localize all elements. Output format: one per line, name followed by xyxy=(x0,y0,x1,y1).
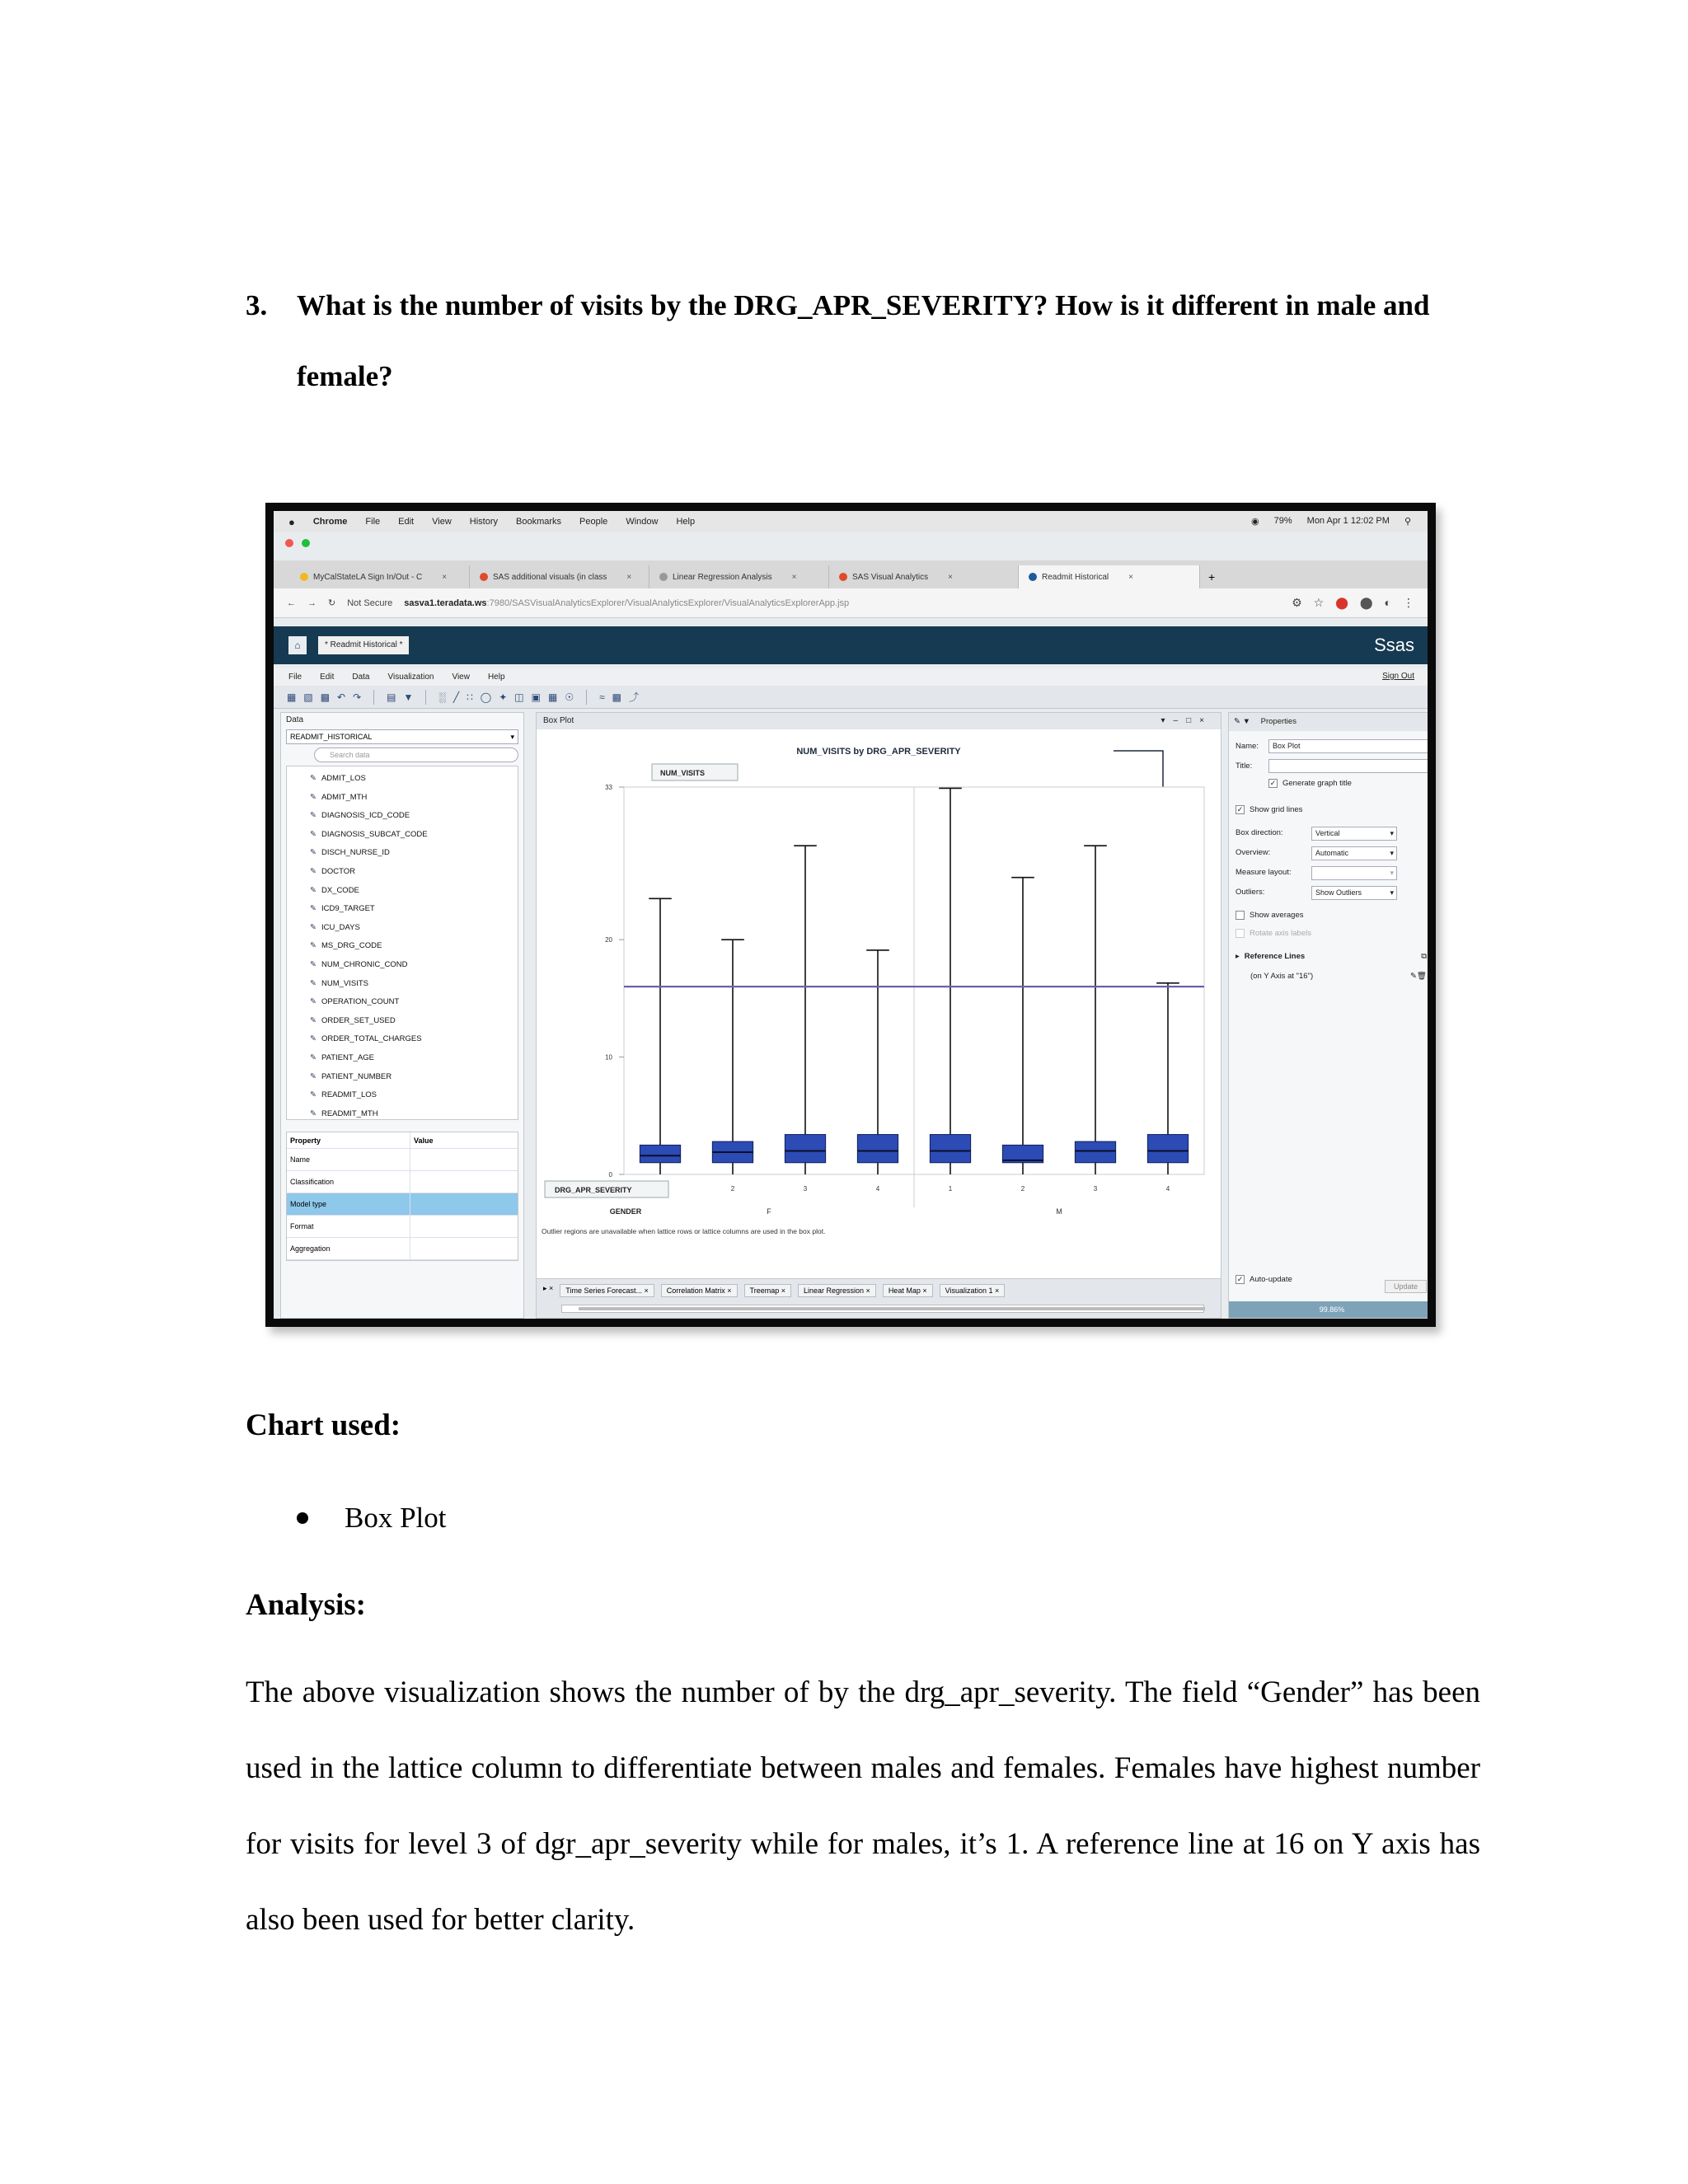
name-label: Name: xyxy=(1236,742,1259,751)
visualization-tab[interactable]: Visualization 1 × xyxy=(940,1284,1006,1297)
rotate-axis-row xyxy=(1236,929,1311,938)
field-label: NUM_CHRONIC_COND xyxy=(321,959,408,969)
property-value-cell[interactable] xyxy=(410,1171,518,1193)
property-value-cell[interactable] xyxy=(410,1238,518,1259)
favicon-icon xyxy=(659,573,668,581)
visualization-tab[interactable]: Linear Regression × xyxy=(798,1284,876,1297)
heat-map-icon[interactable]: ▣ xyxy=(531,691,541,703)
box-direction-row xyxy=(1236,828,1283,837)
measure-icon: ✎ xyxy=(310,997,316,1007)
url-field[interactable] xyxy=(404,598,849,608)
menu-file[interactable]: File xyxy=(288,672,302,682)
overview-select[interactable]: Automatic ▾ xyxy=(1311,846,1397,860)
mac-menu-help[interactable]: Help xyxy=(676,517,696,527)
maximize-window-icon[interactable] xyxy=(302,539,310,547)
property-value-cell[interactable] xyxy=(410,1216,518,1237)
box-direction-select[interactable]: Vertical ▾ xyxy=(1311,827,1397,841)
line-chart-icon[interactable]: ╱ xyxy=(452,691,460,703)
field-label: ORDER_TOTAL_CHARGES xyxy=(321,1034,422,1044)
apple-icon[interactable]: ● xyxy=(288,515,295,528)
box-body xyxy=(640,1145,680,1162)
close-tab-icon[interactable]: × xyxy=(442,572,448,582)
outliers-label: Outliers: xyxy=(1236,888,1265,897)
field-item[interactable] xyxy=(310,1030,518,1049)
tab-nav-icon[interactable]: ▸ × xyxy=(543,1284,554,1292)
battery-level: 79% xyxy=(1273,516,1292,526)
field-item[interactable] xyxy=(310,770,518,789)
x-tick-label: 1 xyxy=(948,1185,953,1193)
property-value-cell[interactable] xyxy=(410,1149,518,1170)
edit-delete-icon[interactable]: ✎🗑 xyxy=(1409,972,1427,981)
browser-tab-strip xyxy=(274,560,1428,588)
measure-icon: ✎ xyxy=(310,866,316,876)
analysis-paragraph: The above visualization shows the number of by the drg_apr_severity. The field “Gender” has been used in the lattice column to differentiate between males and females. Females have highest number for visits for level 3 of dgr_apr_severity while for males, it’s 1. A reference line at 16 on Y axis has also been used for better clarity. xyxy=(246,1675,1480,1937)
measure-icon: ✎ xyxy=(310,978,316,988)
auto-update-label: Auto-update xyxy=(1250,1275,1292,1284)
menu-edit[interactable]: Edit xyxy=(320,672,335,682)
outlier-note: Outlier regions are unavailable when lattice rows or lattice columns are used in the box plot. xyxy=(542,1227,826,1235)
bullet-icon xyxy=(297,1512,308,1524)
profile-icon[interactable]: ◐ xyxy=(1384,596,1391,609)
close-tab-icon[interactable]: × xyxy=(791,572,797,582)
browser-tab[interactable] xyxy=(290,565,470,588)
chart-used-heading: Chart used: xyxy=(246,1408,401,1442)
measure-layout-label: Measure layout: xyxy=(1236,868,1292,877)
mac-menu-bookmarks[interactable]: Bookmarks xyxy=(516,517,562,527)
browser-tab[interactable] xyxy=(649,565,829,588)
sas-header xyxy=(274,626,1428,664)
x-tick-label: 2 xyxy=(1020,1185,1025,1193)
measure-icon: ✎ xyxy=(310,1034,316,1044)
browser-tab[interactable] xyxy=(829,565,1019,588)
field-item[interactable] xyxy=(310,1086,518,1105)
box-plot-icon[interactable]: ◫ xyxy=(514,691,524,703)
measure-icon: ✎ xyxy=(310,1015,316,1025)
measure-icon: ✎ xyxy=(310,774,316,783)
measure-icon: ✎ xyxy=(310,1052,316,1062)
mac-menu-bar xyxy=(274,511,1428,532)
stop-extension-icon[interactable]: ⬤ xyxy=(1335,596,1348,609)
mac-menu-history[interactable]: History xyxy=(469,517,499,527)
measure-icon: ✎ xyxy=(310,1090,316,1100)
favicon-icon xyxy=(1029,573,1037,581)
field-item[interactable] xyxy=(310,826,518,845)
chevron-down-icon[interactable]: ▾ xyxy=(510,733,514,741)
correlation-icon[interactable]: ▩ xyxy=(612,691,622,703)
forward-icon[interactable]: → xyxy=(307,598,316,608)
field-item[interactable] xyxy=(310,993,518,1012)
field-list[interactable] xyxy=(286,766,518,1120)
field-label: READMIT_LOS xyxy=(321,1090,377,1100)
field-item[interactable] xyxy=(310,975,518,994)
home-icon[interactable]: ⌂ xyxy=(288,636,307,654)
measure-icon: ✎ xyxy=(310,1108,316,1118)
properties-tab[interactable]: Properties xyxy=(1260,717,1296,726)
question xyxy=(246,270,1482,412)
question-number: 3. xyxy=(246,289,268,321)
field-item[interactable] xyxy=(310,919,518,938)
properties-pane xyxy=(1228,712,1436,1319)
measure-layout-select[interactable] xyxy=(1311,866,1397,880)
reference-line-item[interactable] xyxy=(1250,972,1313,981)
lattice-group-label: F xyxy=(767,1207,771,1216)
box-body xyxy=(930,1135,970,1163)
visualization-tab[interactable]: Treemap × xyxy=(744,1284,791,1297)
generate-title-checkbox[interactable]: ✓ xyxy=(1269,779,1277,787)
field-item[interactable] xyxy=(310,1049,518,1068)
field-item[interactable] xyxy=(310,937,518,956)
properties-pane-header xyxy=(1229,713,1435,731)
geo-map-icon[interactable]: ☉ xyxy=(565,691,574,703)
add-reference-line-icon[interactable]: ⧉ xyxy=(1421,952,1427,961)
mac-menu-file[interactable]: File xyxy=(365,517,381,527)
network-icon[interactable]: ✦ xyxy=(499,691,508,703)
measure-icon: ✎ xyxy=(310,829,316,839)
browser-tab-label: Linear Regression Analysis xyxy=(673,572,772,582)
url-host: sasva1.teradata.ws xyxy=(404,598,487,608)
x-tick-label: 4 xyxy=(875,1185,880,1193)
table-icon[interactable]: ▤ xyxy=(387,691,396,703)
chart-used-bullet xyxy=(297,1502,447,1535)
generate-title-label: Generate graph title xyxy=(1282,779,1352,788)
bookmark-star-icon[interactable]: ☆ xyxy=(1313,596,1325,609)
field-item[interactable] xyxy=(310,1105,518,1120)
extension-2-icon[interactable]: ⬤ xyxy=(1359,596,1373,609)
reference-line-text: (on Y Axis at "16") xyxy=(1250,972,1314,981)
chart-title: NUM_VISITS by DRG_APR_SEVERITY xyxy=(796,747,961,757)
property-name: Name xyxy=(287,1149,410,1170)
field-label: PATIENT_AGE xyxy=(321,1052,375,1062)
name-input[interactable]: Box Plot xyxy=(1268,739,1430,753)
x-tick-label: 3 xyxy=(1093,1185,1098,1193)
box-plot-chart[interactable] xyxy=(537,729,1221,1278)
open-icon[interactable]: ▧ xyxy=(303,691,313,703)
property-table xyxy=(286,1132,518,1261)
averages-row xyxy=(1236,911,1303,920)
scatter-icon[interactable]: ∷ xyxy=(467,691,473,703)
extension-icon[interactable]: ⚙ xyxy=(1292,596,1302,609)
visualization-tab-label: Correlation Matrix xyxy=(666,1286,725,1295)
field-label: READMIT_MTH xyxy=(321,1108,378,1118)
measure-icon: ✎ xyxy=(310,885,316,895)
property-classification: Classification xyxy=(287,1171,410,1193)
favicon-icon xyxy=(480,573,488,581)
y-tick-label: 33 xyxy=(605,784,612,791)
filter-icon[interactable]: ▼ xyxy=(403,691,414,703)
browser-tab-label: SAS additional visuals (in class xyxy=(493,572,607,582)
visualization-canvas xyxy=(536,712,1221,1319)
y-tick-label: 0 xyxy=(608,1171,612,1179)
measure-icon: ✎ xyxy=(310,959,316,969)
field-item[interactable] xyxy=(310,1068,518,1087)
field-item[interactable] xyxy=(310,807,518,826)
reference-lines-label: Reference Lines xyxy=(1244,952,1306,961)
save-icon[interactable]: ▩ xyxy=(320,691,331,703)
box-body xyxy=(1075,1141,1115,1163)
spotlight-search-icon[interactable]: ⚲ xyxy=(1404,517,1411,527)
measure-icon: ✎ xyxy=(310,904,316,914)
box-body xyxy=(1147,1135,1188,1163)
browser-tab-label: Readmit Historical xyxy=(1042,572,1109,582)
box-body xyxy=(857,1135,898,1163)
visualization-tab-label: Visualization 1 xyxy=(945,1286,993,1295)
mac-menu-view[interactable]: View xyxy=(432,517,452,527)
canvas-window-controls[interactable]: ▾–□× xyxy=(1160,716,1212,725)
favicon-icon xyxy=(300,573,308,581)
property-header: Property xyxy=(287,1132,410,1148)
outliers-select[interactable]: Show Outliers ▾ xyxy=(1311,886,1397,900)
close-tab-icon[interactable]: × xyxy=(626,572,632,582)
data-source-value: READMIT_HISTORICAL xyxy=(290,733,373,741)
title-input[interactable] xyxy=(1268,759,1430,773)
field-item[interactable] xyxy=(310,956,518,975)
sign-out-link[interactable]: Sign Out xyxy=(1382,672,1414,681)
rotate-axis-checkbox[interactable] xyxy=(1236,929,1245,938)
browser-tab-label: SAS Visual Analytics xyxy=(852,572,929,582)
chart-used-item: Box Plot xyxy=(345,1502,447,1534)
outliers-row xyxy=(1236,888,1264,897)
visualization-tab[interactable]: Time Series Forecast... × xyxy=(560,1284,654,1297)
field-label: ORDER_SET_USED xyxy=(321,1015,396,1025)
canvas-header xyxy=(537,713,1221,729)
y-tick-label: 10 xyxy=(605,1053,612,1062)
undo-icon[interactable]: ↶ xyxy=(337,691,346,703)
reference-lines-row xyxy=(1236,952,1305,961)
measure-icon: ✎ xyxy=(310,811,316,821)
averages-label: Show averages xyxy=(1250,911,1304,920)
favicon-icon xyxy=(839,573,847,581)
report-name[interactable]: * Readmit Historical * xyxy=(318,636,409,654)
visualization-tab[interactable]: Heat Map × xyxy=(883,1284,933,1297)
filter-pane-icon[interactable]: ▼ xyxy=(1242,717,1251,726)
field-label: OPERATION_COUNT xyxy=(321,997,400,1007)
field-item[interactable] xyxy=(310,900,518,919)
bar-chart-icon[interactable]: ░ xyxy=(438,691,446,703)
overview-row xyxy=(1236,848,1270,857)
field-label: DX_CODE xyxy=(321,885,359,895)
property-value-cell[interactable] xyxy=(410,1193,518,1215)
box-direction-label: Box direction: xyxy=(1236,828,1283,837)
field-label: DIAGNOSIS_ICD_CODE xyxy=(321,811,410,821)
menu-view[interactable]: View xyxy=(452,672,470,682)
menu-data[interactable]: Data xyxy=(352,672,370,682)
reload-icon[interactable]: ↻ xyxy=(328,598,336,608)
field-item[interactable] xyxy=(310,1012,518,1031)
x-tick-label: 3 xyxy=(803,1185,808,1193)
y-tick-label: 20 xyxy=(605,936,612,944)
generate-title-row xyxy=(1268,779,1352,788)
address-bar xyxy=(274,588,1428,618)
app-menu-bar xyxy=(274,668,1428,686)
rotate-axis-label: Rotate axis labels xyxy=(1250,929,1311,938)
forecast-icon[interactable]: ≈ xyxy=(599,691,605,703)
browser-tab[interactable] xyxy=(1019,565,1200,588)
measure-layout-row xyxy=(1236,868,1292,877)
visualization-tab[interactable]: Correlation Matrix × xyxy=(661,1284,738,1297)
lattice-axis-label: GENDER xyxy=(609,1207,642,1216)
url-path: :7980/SASVisualAnalyticsExplorer/VisualAnalyticsExplorer/VisualAnalyticsExplorerApp.jsp xyxy=(486,598,850,608)
mac-menu-edit[interactable]: Edit xyxy=(398,517,415,527)
field-label: ICD9_TARGET xyxy=(321,904,375,914)
mac-menu-window[interactable]: Window xyxy=(626,517,659,527)
bubble-icon[interactable]: ◯ xyxy=(480,691,492,703)
browser-tab-label: MyCalStateLA Sign In/Out - C xyxy=(313,572,423,582)
overview-label: Overview: xyxy=(1236,848,1271,857)
field-item[interactable] xyxy=(310,882,518,901)
visualization-tab-label: Linear Regression xyxy=(804,1286,865,1295)
close-tab-icon[interactable]: × xyxy=(948,572,953,582)
mac-menu-chrome[interactable]: Chrome xyxy=(312,517,348,527)
new-tab-icon[interactable]: + xyxy=(1208,570,1216,583)
measure-chip-label: NUM_VISITS xyxy=(660,769,706,777)
window-controls xyxy=(285,539,310,547)
field-label: DOCTOR xyxy=(321,866,355,876)
visualization-tab-label: Heat Map xyxy=(888,1286,921,1295)
auto-update-checkbox[interactable]: ✓ xyxy=(1236,1275,1244,1283)
data-pane xyxy=(280,712,524,1319)
app-toolbar xyxy=(274,686,1428,709)
roles-icon[interactable]: ✎ xyxy=(1234,717,1240,726)
horizontal-scrollbar[interactable] xyxy=(561,1305,1204,1313)
redo-icon[interactable]: ↷ xyxy=(353,691,362,703)
wifi-icon[interactable]: ◉ xyxy=(1251,517,1259,527)
menu-visualization[interactable]: Visualization xyxy=(387,672,434,682)
field-label: MS_DRG_CODE xyxy=(321,941,382,951)
grid-lines-label: Show grid lines xyxy=(1250,805,1303,814)
visualization-tab-label: Treemap xyxy=(749,1286,780,1295)
grid-lines-checkbox[interactable]: ✓ xyxy=(1236,805,1244,813)
mac-menu-people[interactable]: People xyxy=(579,517,608,527)
new-icon[interactable]: ▦ xyxy=(287,691,297,703)
canvas-tab-label[interactable]: Box Plot xyxy=(543,716,574,725)
field-label: ADMIT_LOS xyxy=(321,774,366,783)
more-menu-icon[interactable]: ⋮ xyxy=(1403,596,1414,609)
field-item[interactable] xyxy=(310,863,518,882)
box-body xyxy=(785,1135,825,1163)
measure-icon: ✎ xyxy=(310,792,316,802)
visualization-tabs xyxy=(537,1278,1221,1318)
x-tick-label: 2 xyxy=(730,1185,735,1193)
grid-lines-row xyxy=(1236,805,1302,814)
x-tick-label: 4 xyxy=(1165,1185,1170,1193)
averages-checkbox[interactable] xyxy=(1236,911,1245,920)
category-chip-label: DRG_APR_SEVERITY xyxy=(555,1186,632,1194)
close-tab-icon[interactable]: × xyxy=(1128,572,1133,582)
property-format: Format xyxy=(287,1216,410,1237)
value-header: Value xyxy=(414,1137,434,1145)
sas-logo: Ssas xyxy=(1374,635,1414,655)
mac-clock: Mon Apr 1 12:02 PM xyxy=(1306,516,1390,526)
sas-screenshot xyxy=(265,503,1436,1327)
field-label: NUM_VISITS xyxy=(321,978,368,988)
security-indicator[interactable]: Not Secure xyxy=(347,598,393,608)
measure-icon: ✎ xyxy=(310,1071,316,1081)
browser-tab[interactable] xyxy=(470,565,649,588)
update-button[interactable]: Update xyxy=(1385,1280,1427,1293)
title-label: Title: xyxy=(1236,762,1253,771)
back-icon[interactable]: ← xyxy=(287,598,296,608)
measure-icon: ✎ xyxy=(310,922,316,932)
expand-arrow-icon[interactable]: ▸ xyxy=(1236,952,1240,961)
lattice-group-label: M xyxy=(1056,1207,1062,1216)
treemap-icon[interactable]: ▦ xyxy=(547,691,558,703)
visualization-tab-label: Time Series Forecast... xyxy=(565,1286,642,1295)
property-aggregation: Aggregation xyxy=(287,1238,410,1259)
data-source-select[interactable] xyxy=(286,729,518,744)
data-search-input[interactable]: Search data xyxy=(314,748,518,762)
field-label: ICU_DAYS xyxy=(321,922,360,932)
property-model-type: Model type xyxy=(287,1193,410,1215)
title-row xyxy=(1236,759,1430,773)
measure-icon: ✎ xyxy=(310,848,316,858)
regression-icon[interactable]: ⤴ xyxy=(629,691,640,703)
field-label: ADMIT_MTH xyxy=(321,792,368,802)
field-item[interactable] xyxy=(310,789,518,808)
measure-icon: ✎ xyxy=(310,941,316,951)
field-label: DIAGNOSIS_SUBCAT_CODE xyxy=(321,829,428,839)
data-pane-title: Data xyxy=(286,715,304,724)
auto-update-row xyxy=(1236,1275,1292,1284)
close-window-icon[interactable] xyxy=(285,539,293,547)
name-row xyxy=(1236,739,1430,753)
status-bar: 99.86% xyxy=(1229,1301,1435,1318)
field-label: DISCH_NURSE_ID xyxy=(321,848,390,858)
field-label: PATIENT_NUMBER xyxy=(321,1071,392,1081)
menu-help[interactable]: Help xyxy=(487,672,505,682)
question-text: What is the number of visits by the DRG_APR_SEVERITY? How is it different in male and female? xyxy=(297,289,1430,392)
analysis-heading: Analysis: xyxy=(246,1588,366,1622)
field-item[interactable] xyxy=(310,844,518,863)
